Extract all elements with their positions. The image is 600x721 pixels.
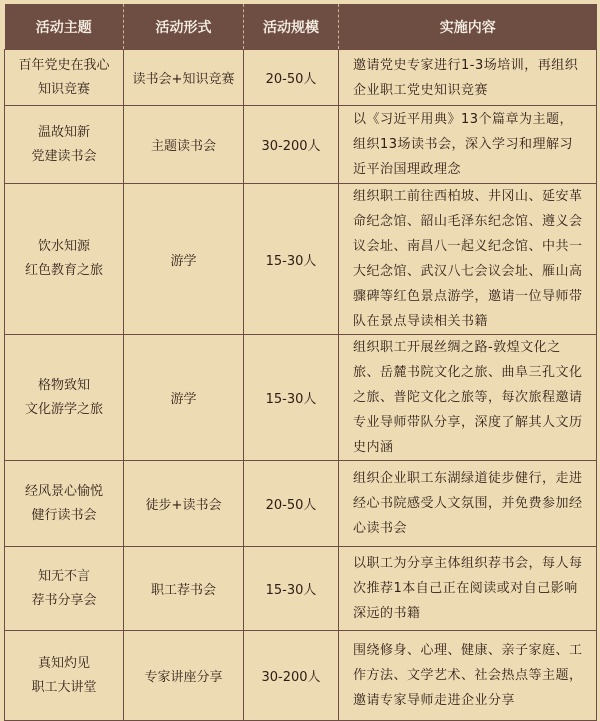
form-cell: 游学 bbox=[124, 335, 244, 461]
form-cell: 主题读书会 bbox=[124, 106, 244, 184]
content-cell: 以《习近平用典》13个篇章为主题，组织13场读书会，深入学习和理解习近平治国理政理念 bbox=[339, 106, 597, 184]
table-row bbox=[5, 106, 597, 184]
form-cell: 徒步+读书会 bbox=[124, 461, 244, 547]
theme-cell bbox=[5, 50, 124, 106]
theme-line: 温故知新 bbox=[37, 124, 90, 140]
header-scale: 活动规模 bbox=[244, 4, 339, 50]
content-cell: 组织职工开展丝绸之路-敦煌文化之旅、岳麓书院文化之旅、曲阜三孔文化之旅、普陀文化之旅等，每次旅程邀请专业导师带队分享，深度了解其人文历史内涵 bbox=[339, 335, 597, 461]
theme-cell bbox=[5, 184, 124, 335]
table-row bbox=[5, 461, 597, 547]
header-content: 实施内容 bbox=[339, 4, 597, 50]
theme-cell bbox=[5, 631, 124, 721]
theme-line: 党建读书会 bbox=[31, 148, 97, 164]
content-cell: 以职工为分享主体组织荐书会，每人每次推荐1本自己正在阅读或对自己影响深远的书籍 bbox=[339, 547, 597, 631]
scale-cell: 15-30人 bbox=[244, 547, 339, 631]
theme-line: 知识竞赛 bbox=[37, 81, 90, 97]
activity-table bbox=[4, 4, 597, 721]
scale-cell: 30-200人 bbox=[244, 106, 339, 184]
content-cell: 组织企业职工东湖绿道徒步健行，走进经心书院感受人文氛围，并免费参加经心读书会 bbox=[339, 461, 597, 547]
table-body bbox=[5, 50, 597, 721]
scale-cell: 20-50人 bbox=[244, 461, 339, 547]
table-row bbox=[5, 547, 597, 631]
form-cell: 职工荐书会 bbox=[124, 547, 244, 631]
theme-line: 真知灼见 bbox=[37, 655, 90, 671]
scale-cell: 15-30人 bbox=[244, 184, 339, 335]
theme-line: 格物致知 bbox=[37, 377, 90, 393]
theme-cell bbox=[5, 106, 124, 184]
scale-cell: 30-200人 bbox=[244, 631, 339, 721]
theme-cell bbox=[5, 335, 124, 461]
header-theme: 活动主题 bbox=[5, 4, 124, 50]
table-row bbox=[5, 50, 597, 106]
scale-cell: 20-50人 bbox=[244, 50, 339, 106]
scale-cell: 15-30人 bbox=[244, 335, 339, 461]
theme-line: 红色教育之旅 bbox=[24, 263, 103, 278]
theme-cell bbox=[5, 461, 124, 547]
content-cell: 围绕修身、心理、健康、亲子家庭、工作方法、文学艺术、社会热点等主题，邀请专家导师走进企业分享 bbox=[339, 631, 597, 721]
table-row bbox=[5, 184, 597, 335]
theme-line: 知无不言 bbox=[37, 568, 90, 584]
header-form: 活动形式 bbox=[124, 4, 244, 50]
content-cell: 组织职工前往西柏坡、井冈山、延安革命纪念馆、韶山毛泽东纪念馆、遵义会议会址、南昌八一起义纪念馆、中共一大纪念馆、武汉八七会议会址、雁山高骤碑等红色景点游学，邀请一位导师带队在景点导读相关书籍 bbox=[339, 184, 597, 335]
header-row bbox=[5, 4, 597, 50]
theme-line: 文化游学之旅 bbox=[24, 401, 103, 417]
theme-cell bbox=[5, 547, 124, 631]
content-cell: 邀请党史专家进行1-3场培训，再组织企业职工党史知识竞赛 bbox=[339, 50, 597, 106]
form-cell: 游学 bbox=[124, 184, 244, 335]
theme-line: 饮水知源 bbox=[37, 239, 90, 254]
theme-line: 荐书分享会 bbox=[31, 592, 97, 608]
table-row bbox=[5, 335, 597, 461]
table-row bbox=[5, 631, 597, 721]
theme-line: 百年党史在我心 bbox=[18, 57, 110, 73]
table-header bbox=[5, 4, 597, 50]
form-cell: 专家讲座分享 bbox=[124, 631, 244, 721]
theme-line: 健行读书会 bbox=[31, 507, 97, 523]
form-cell: 读书会+知识竞赛 bbox=[124, 50, 244, 106]
theme-line: 经风景心愉悦 bbox=[24, 483, 103, 499]
theme-line: 职工大讲堂 bbox=[31, 679, 97, 695]
